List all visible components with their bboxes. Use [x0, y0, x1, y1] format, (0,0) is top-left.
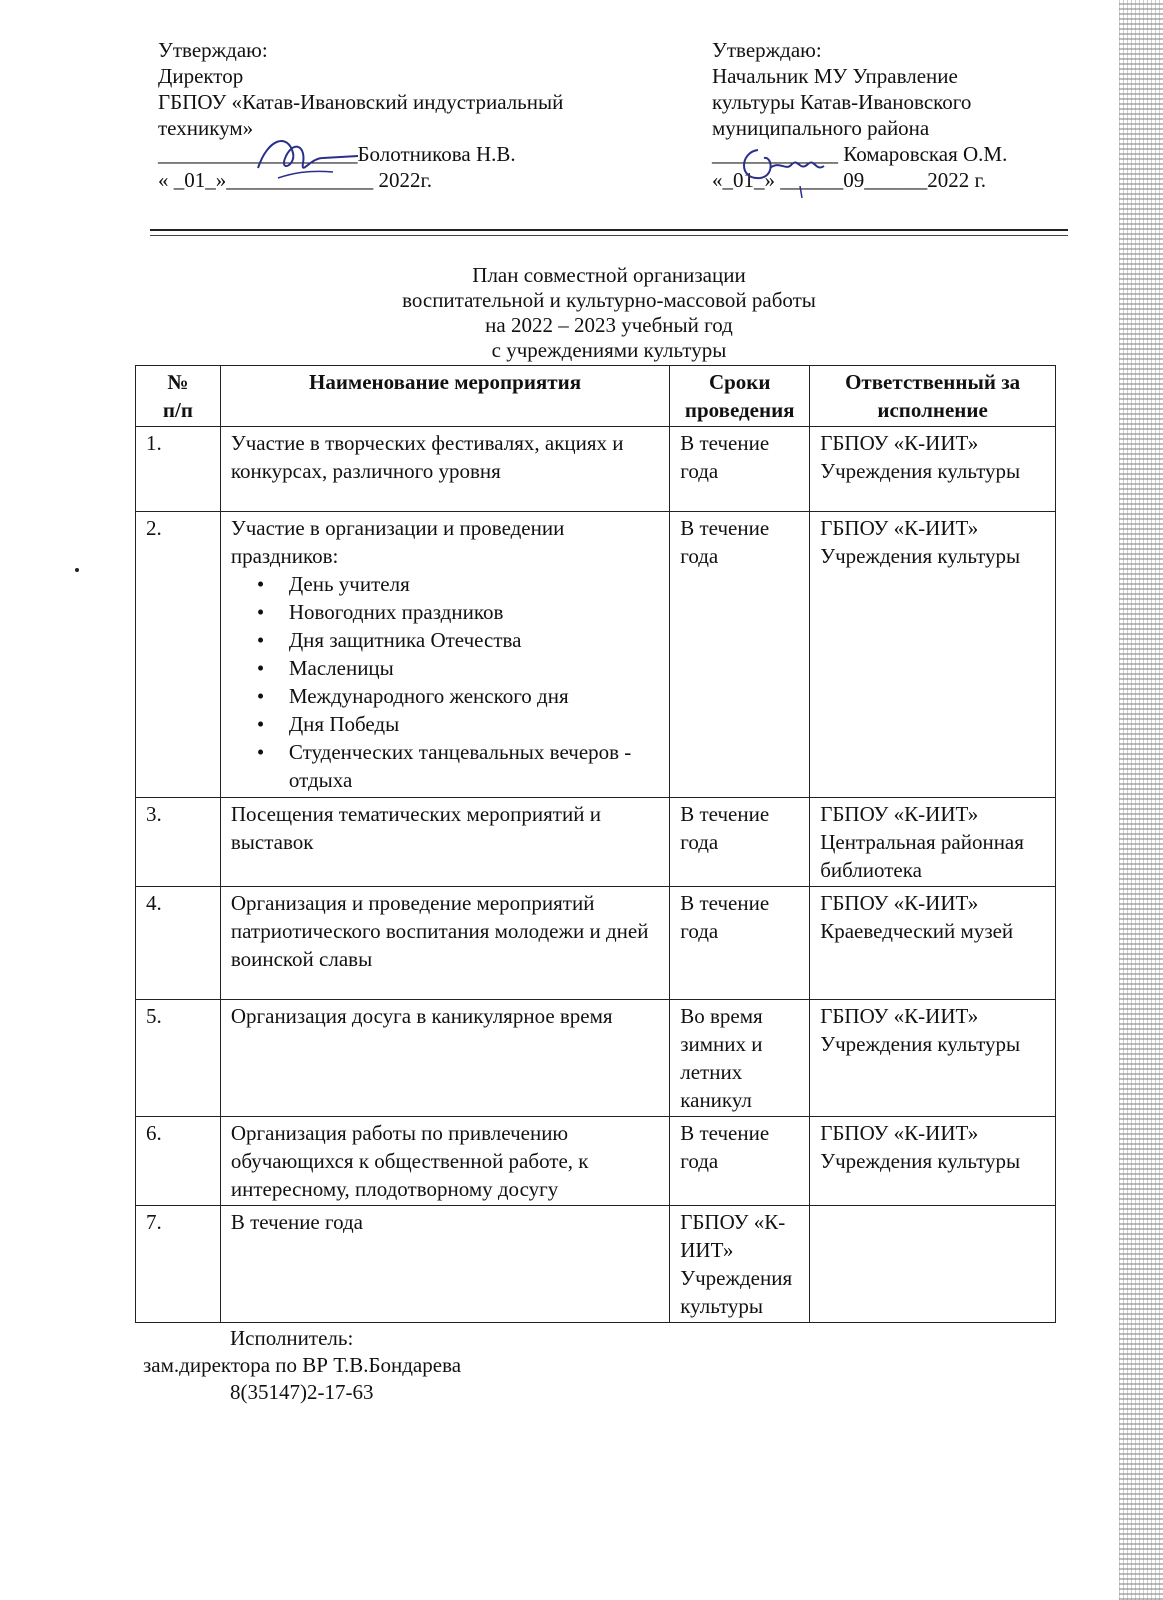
- header-responsible: Ответственный за исполнение: [810, 366, 1056, 427]
- cell-num: 2.: [136, 512, 221, 798]
- approval-right: [712, 37, 1007, 193]
- list-item: • Студенческих танцевальных вечеров - отдыха: [289, 738, 663, 794]
- list-item: • День учителя: [289, 570, 663, 598]
- executor-name: зам.директора по ВР Т.В.Бондарева: [143, 1353, 462, 1377]
- header-num: № п/п: [136, 366, 221, 427]
- cell-name: В течение года: [220, 1206, 669, 1323]
- cell-responsible: ГБПОУ «К-ИИТ» Учреждения культуры: [810, 1000, 1056, 1117]
- cell-dates: ГБПОУ «К-ИИТ» Учреждения культуры: [670, 1206, 810, 1323]
- table-row: [136, 887, 1056, 1000]
- title-line-1: План совместной организации: [472, 263, 746, 287]
- cell-num: 6.: [136, 1117, 221, 1206]
- cell-num: 5.: [136, 1000, 221, 1117]
- list-item: • Дня Победы: [289, 710, 663, 738]
- cell-num: 1.: [136, 427, 221, 512]
- approval-right-position: Начальник МУ Управление: [712, 64, 958, 88]
- approval-right-org-cont: муниципального района: [712, 116, 930, 140]
- table-row: [136, 798, 1056, 887]
- approval-left-position: Директор: [158, 64, 244, 88]
- approval-left-date: « _01_»______________ 2022г.: [158, 168, 432, 192]
- title-line-2: воспитательной и культурно-массовой работы: [402, 288, 816, 312]
- cell-dates: В течение года: [670, 512, 810, 798]
- cell-dates: В течение года: [670, 798, 810, 887]
- cell-responsible: ГБПОУ «К-ИИТ» Учреждения культуры: [810, 427, 1056, 512]
- approval-left-signature-line: ___________________Болотникова Н.В.: [158, 142, 516, 166]
- cell-responsible: ГБПОУ «К-ИИТ» Учреждения культуры: [810, 1117, 1056, 1206]
- cell-responsible: ГБПОУ «К-ИИТ» Центральная районная библиотека: [810, 798, 1056, 887]
- approval-right-org: культуры Катав-Ивановского: [712, 90, 972, 114]
- executor-block: [135, 1325, 461, 1406]
- holiday-list: [231, 570, 663, 794]
- executor-label: Исполнитель:: [230, 1326, 354, 1350]
- approval-right-signature-line: ____________ Комаровская О.М.: [712, 142, 1008, 166]
- list-item: • Международного женского дня: [289, 682, 663, 710]
- plan-table: [135, 365, 1056, 1323]
- approval-right-heading: Утверждаю:: [712, 38, 822, 62]
- title-line-4: с учреждениями культуры: [491, 338, 727, 362]
- approval-left: [158, 37, 563, 193]
- cell-name: Посещения тематических мероприятий и выставок: [220, 798, 669, 887]
- cell-name: Организация работы по привлечению обучающихся к общественной работе, к интересному, плодотворному досугу: [220, 1117, 669, 1206]
- cell-dates: Во время зимних и летних каникул: [670, 1000, 810, 1117]
- table-row: [136, 1206, 1056, 1323]
- cell-num: 4.: [136, 887, 221, 1000]
- cell-dates: В течение года: [670, 887, 810, 1000]
- approval-left-heading: Утверждаю:: [158, 38, 268, 62]
- executor-phone: 8(35147)2-17-63: [230, 1380, 374, 1404]
- approval-left-org-cont: техникум»: [158, 116, 254, 140]
- header-dates: Сроки проведения: [670, 366, 810, 427]
- title-line-3: на 2022 – 2023 учебный год: [485, 313, 733, 337]
- cell-name-intro: Участие в организации и проведении праздников:: [230, 516, 565, 568]
- list-item: • Новогодних праздников: [289, 598, 663, 626]
- header-divider-thick: [150, 229, 1068, 231]
- cell-name: Организация и проведение мероприятий патриотического воспитания молодежи и дней воинской славы: [220, 887, 669, 1000]
- table-row: [136, 1000, 1056, 1117]
- cell-name: Организация досуга в каникулярное время: [220, 1000, 669, 1117]
- table-row: [136, 427, 1056, 512]
- cell-dates: В течение года: [670, 427, 810, 512]
- cell-responsible: ГБПОУ «К-ИИТ» Краеведческий музей: [810, 887, 1056, 1000]
- list-item: • Масленицы: [289, 654, 663, 682]
- cell-num: 7.: [136, 1206, 221, 1323]
- cell-name: [220, 512, 669, 798]
- scan-speck: [75, 568, 79, 572]
- cell-responsible: [810, 1206, 1056, 1323]
- list-item: • Дня защитника Отечества: [289, 626, 663, 654]
- approval-right-date: «_01_» ______09______2022 г.: [712, 168, 986, 192]
- document-title: [150, 263, 1068, 363]
- header-name: Наименование мероприятия: [220, 366, 669, 427]
- cell-num: 3.: [136, 798, 221, 887]
- table-row: [136, 1117, 1056, 1206]
- table-header-row: [136, 366, 1056, 427]
- scan-edge-noise: [1119, 0, 1163, 1600]
- cell-dates: В течение года: [670, 1117, 810, 1206]
- cell-name: Участие в творческих фестивалях, акциях и конкурсах, различного уровня: [220, 427, 669, 512]
- cell-responsible: ГБПОУ «К-ИИТ» Учреждения культуры: [810, 512, 1056, 798]
- approval-left-org: ГБПОУ «Катав-Ивановский индустриальный: [158, 90, 564, 114]
- table-row: [136, 512, 1056, 798]
- header-divider-thin: [150, 235, 1068, 236]
